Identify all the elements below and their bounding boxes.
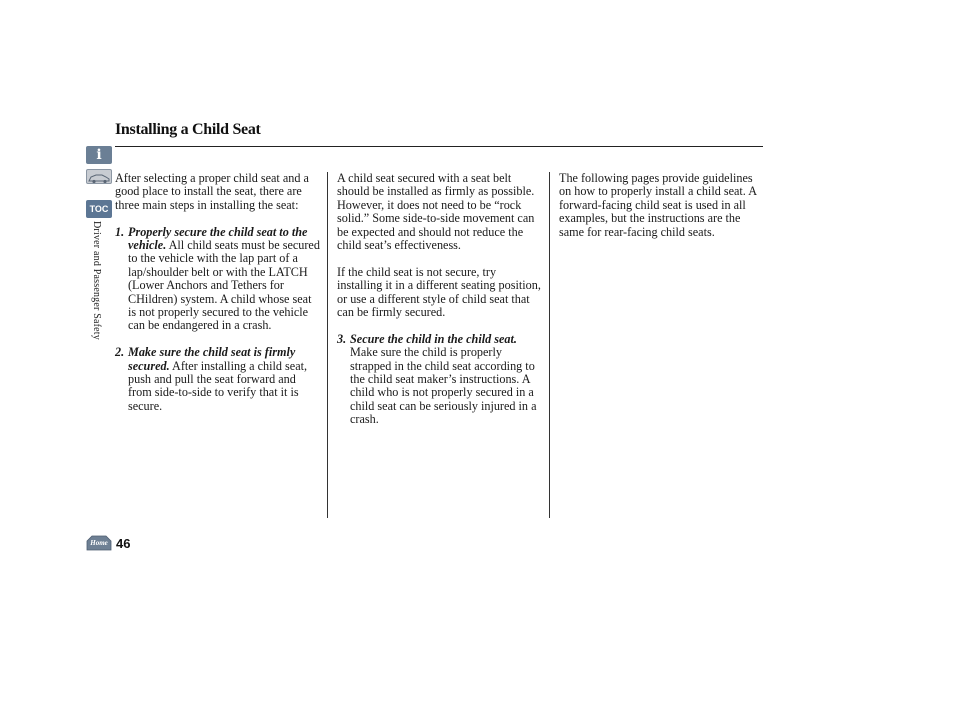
- step-1-body: All child seats must be secured to the vehicle with the lap part of a lap/shoulder belt or with the LATCH (Lower Anchors and Tethers for CHildren) system. A child whose seat is not properly secured to the vehicle can be endangered in a crash.: [128, 238, 320, 333]
- column-divider-2: [549, 172, 550, 518]
- toc-label: TOC: [89, 204, 109, 214]
- step-1-number: 1.: [115, 224, 125, 239]
- info-glyph: i: [96, 147, 102, 163]
- column-divider-1: [327, 172, 328, 518]
- firmness-paragraph: A child seat secured with a seat belt should be installed as firmly as possible. However, it does not need to be “rock solid.” Some side-to-side movement can be expected and should not reduce the child seat’s effectiveness.: [337, 171, 535, 253]
- car-icon[interactable]: [86, 169, 112, 184]
- page-title: Installing a Child Seat: [115, 121, 261, 138]
- step-3-body: Make sure the child is properly strapped in the child seat according to the child seat maker’s instructions. A child who is not properly secured in a child seat can be seriously injured in a crash.: [350, 345, 537, 427]
- guidelines-paragraph: The following pages provide guidelines on how to properly install a child seat. A forward-facing child seat is used in all examples, but the instructions are the same for rear-facing child seats.: [559, 171, 757, 239]
- not-secure-paragraph: If the child seat is not secure, try installing it in a different seating position, or use a different style of child seat that can be firmly secured.: [337, 264, 541, 320]
- step-1: [115, 226, 321, 333]
- step-2: [115, 346, 321, 413]
- home-button[interactable]: [86, 535, 112, 551]
- step-3-number: 3.: [337, 331, 347, 346]
- column-2: [337, 172, 543, 427]
- step-2-lead: Make sure the child seat is firmly secured.: [128, 345, 296, 373]
- info-icon[interactable]: [86, 146, 112, 164]
- intro-paragraph: After selecting a proper child seat and a good place to install the seat, there are three main steps in installing the seat:: [115, 171, 309, 212]
- step-3-lead: Secure the child in the child seat.: [350, 331, 517, 346]
- column-1: [115, 172, 321, 413]
- step-2-body: After installing a child seat, push and pull the seat forward and from side-to-side to verify that it is secure.: [128, 358, 308, 413]
- title-rule: [115, 146, 763, 147]
- step-3: [337, 333, 543, 427]
- section-label: Driver and Passenger Safety: [91, 221, 102, 340]
- column-3: [559, 172, 759, 239]
- step-1-lead: Properly secure the child seat to the vehicle.: [128, 224, 308, 253]
- toc-button[interactable]: [86, 200, 112, 218]
- car-shape: [87, 172, 111, 185]
- step-2-number: 2.: [115, 345, 125, 360]
- page-number: 46: [116, 536, 131, 551]
- home-label: Home: [90, 539, 108, 547]
